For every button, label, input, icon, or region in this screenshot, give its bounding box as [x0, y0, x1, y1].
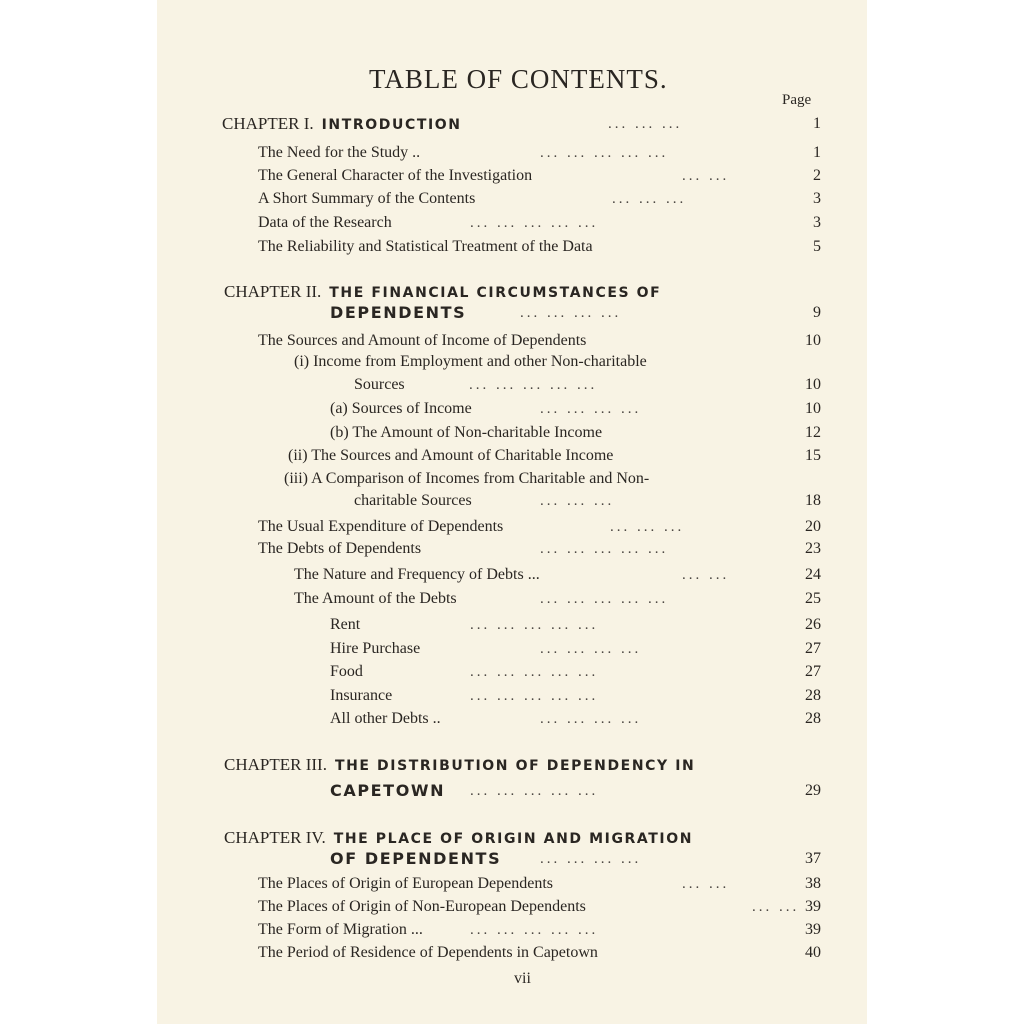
page-column-header: Page [782, 92, 812, 108]
toc-chapter-2 [224, 281, 824, 303]
leader-dots: ... ... ... [610, 519, 685, 535]
entry-title: The Places of Origin of Non-European Dependents [258, 898, 586, 915]
leader-dots: ... ... ... [608, 116, 683, 132]
toc-entry [330, 638, 821, 660]
entry-title: The Need for the Study .. [258, 144, 421, 161]
leader-dots: ... ... ... ... ... [540, 541, 669, 557]
leader-dots: ... ... ... ... [540, 641, 642, 657]
leader-dots: ... ... ... ... [540, 851, 642, 867]
toc-entry [294, 564, 821, 586]
toc-chapter-2-cont [330, 302, 821, 324]
entry-title: The General Character of the Investigation [258, 167, 533, 184]
toc-entry [258, 873, 821, 895]
toc-entry [330, 685, 821, 707]
page-number: 27 [805, 663, 821, 680]
page-number: 1 [813, 144, 821, 161]
chapter-title: DEPENDENTS [330, 303, 467, 322]
entry-title: A Short Summary of the Contents [258, 190, 476, 207]
page-number: 37 [805, 850, 821, 867]
page-number: 10 [805, 332, 821, 349]
page-number: 38 [805, 875, 821, 892]
page-number: 3 [813, 190, 821, 207]
page-number: 10 [805, 400, 821, 417]
entry-title: Food [330, 663, 363, 680]
leader-dots: ... ... [682, 567, 730, 583]
page-number: 3 [813, 214, 821, 231]
toc-chapter-3-cont [330, 780, 821, 802]
page-number: 25 [805, 590, 821, 607]
toc-chapter-4 [224, 827, 824, 849]
entry-title: (i) Income from Employment and other Non-charitable [294, 353, 647, 370]
entry-title: Rent [330, 616, 361, 633]
toc-chapter-3 [224, 754, 824, 776]
toc-entry [258, 142, 821, 164]
page-number: 40 [805, 944, 821, 961]
chapter-title: THE FINANCIAL CIRCUMSTANCES OF [329, 285, 662, 301]
toc-entry [258, 330, 821, 352]
leader-dots: ... ... ... ... ... [470, 664, 599, 680]
toc-entry [354, 374, 821, 396]
toc-entry [294, 588, 821, 610]
entry-title: (a) Sources of Income [330, 400, 472, 417]
page-number: 28 [805, 710, 821, 727]
entry-title: The Nature and Frequency of Debts ... [294, 566, 540, 583]
leader-dots: ... ... ... ... [540, 401, 642, 417]
chapter-prefix: CHAPTER III. [224, 755, 327, 774]
page-folio: vii [514, 970, 531, 987]
entry-title: Insurance [330, 687, 393, 704]
chapter-prefix: CHAPTER IV. [224, 828, 326, 847]
toc-entry [330, 708, 821, 730]
leader-dots: ... ... ... ... ... [470, 617, 599, 633]
toc-entry [294, 351, 821, 373]
toc-entry [288, 445, 821, 467]
entry-title: The Places of Origin of European Dependents [258, 875, 554, 892]
chapter-prefix: CHAPTER I. [222, 114, 314, 133]
toc-entry [258, 236, 821, 258]
leader-dots: ... ... ... ... ... [470, 215, 599, 231]
leader-dots: ... ... [682, 876, 730, 892]
leader-dots: ... ... ... ... ... [540, 145, 669, 161]
chapter-title: OF DEPENDENTS [330, 849, 502, 868]
toc-entry [258, 165, 821, 187]
entry-title: (iii) A Comparison of Incomes from Charitable and Non- [284, 470, 650, 487]
page-number: 23 [805, 540, 821, 557]
entry-title: The Period of Residence of Dependents in Capetown [258, 944, 598, 961]
toc-entry [258, 538, 821, 560]
page-number: 28 [805, 687, 821, 704]
page-number: 20 [805, 518, 821, 535]
page-number: 2 [813, 167, 821, 184]
leader-dots: ... ... ... ... ... [469, 377, 598, 393]
leader-dots: ... ... ... [540, 493, 615, 509]
toc-chapter-1 [222, 113, 821, 135]
page-number: 39 [805, 898, 821, 915]
page-number: 10 [805, 376, 821, 393]
toc-entry [330, 398, 821, 420]
chapter-title: CAPETOWN [330, 781, 446, 800]
toc-entry [258, 942, 821, 964]
toc-entry [330, 661, 821, 683]
chapter-title: INTRODUCTION [321, 117, 462, 133]
entry-title: Sources [354, 376, 405, 393]
leader-dots: ... ... [752, 899, 800, 915]
toc-entry [258, 516, 821, 538]
page-number: 9 [813, 304, 821, 321]
entry-title: The Reliability and Statistical Treatment of the Data [258, 238, 593, 255]
page-number: 5 [813, 238, 821, 255]
leader-dots: ... ... ... [612, 191, 687, 207]
toc-entry [330, 614, 821, 636]
page-number: 26 [805, 616, 821, 633]
entry-title: The Amount of the Debts [294, 590, 457, 607]
toc-entry [258, 919, 821, 941]
entry-title: (ii) The Sources and Amount of Charitable Income [288, 447, 614, 464]
toc-entry [258, 188, 821, 210]
toc-entry [284, 468, 821, 490]
leader-dots: ... ... [682, 168, 730, 184]
entry-title: (b) The Amount of Non-charitable Income [330, 424, 603, 441]
entry-title: Hire Purchase [330, 640, 421, 657]
toc-entry [354, 490, 821, 512]
leader-dots: ... ... ... ... [540, 711, 642, 727]
chapter-title: THE PLACE OF ORIGIN AND MIGRATION [333, 831, 694, 847]
page-number: 18 [805, 492, 821, 509]
entry-title: The Usual Expenditure of Dependents [258, 518, 504, 535]
entry-title: The Debts of Dependents [258, 540, 422, 557]
entry-title: All other Debts .. [330, 710, 441, 727]
chapter-prefix: CHAPTER II. [224, 282, 322, 301]
page-number: 12 [805, 424, 821, 441]
page-number: 1 [813, 115, 821, 132]
toc-entry [330, 422, 821, 444]
entry-title: The Sources and Amount of Income of Dependents [258, 332, 587, 349]
entry-title: The Form of Migration ... [258, 921, 423, 938]
page-number: 27 [805, 640, 821, 657]
toc-entry [258, 212, 821, 234]
toc-entry [258, 896, 821, 918]
chapter-title: THE DISTRIBUTION OF DEPENDENCY IN [334, 758, 696, 774]
page-number: 39 [805, 921, 821, 938]
leader-dots: ... ... ... ... ... [470, 688, 599, 704]
page-number: 24 [805, 566, 821, 583]
page-number: 29 [805, 782, 821, 799]
page-title: TABLE OF CONTENTS. [369, 64, 668, 94]
toc-chapter-4-cont [330, 848, 821, 870]
leader-dots: ... ... ... ... ... [540, 591, 669, 607]
leader-dots: ... ... ... ... ... [470, 783, 599, 799]
page-number: 15 [805, 447, 821, 464]
leader-dots: ... ... ... ... ... [470, 922, 599, 938]
entry-title: charitable Sources [354, 492, 472, 509]
entry-title: Data of the Research [258, 214, 392, 231]
leader-dots: ... ... ... ... [520, 305, 622, 321]
